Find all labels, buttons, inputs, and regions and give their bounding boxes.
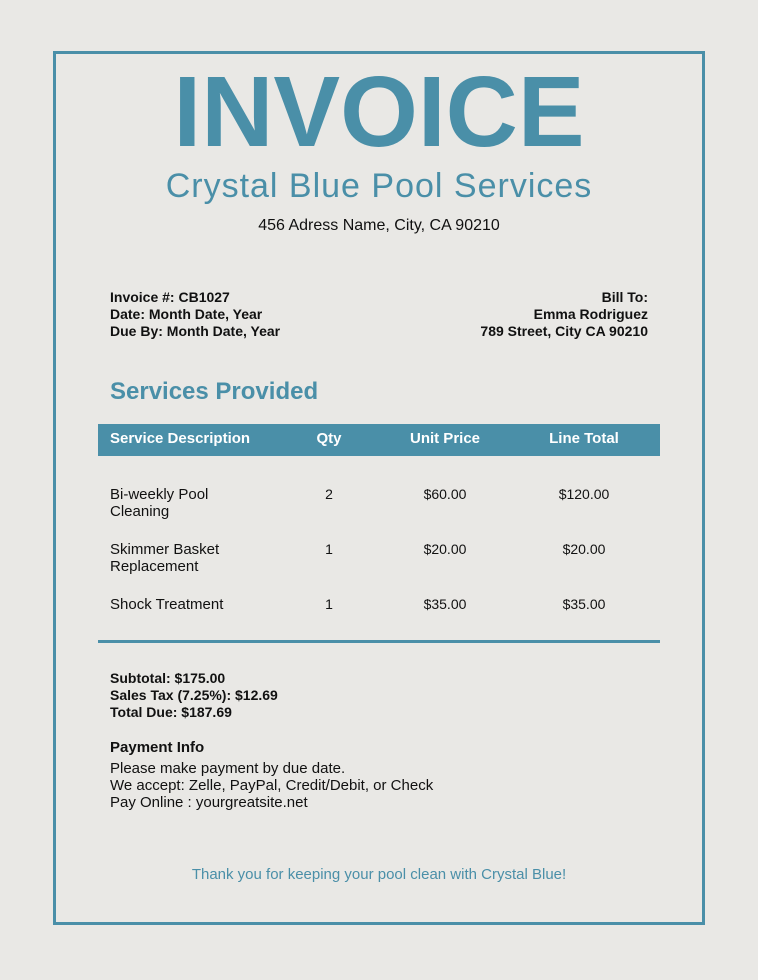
service-description: Shock Treatment [110, 596, 224, 613]
invoice-title: INVOICE [173, 56, 585, 168]
payment-info [110, 760, 433, 811]
sales-tax: Sales Tax (7.25%): $12.69 [110, 687, 278, 703]
payment-line: We accept: Zelle, PayPal, Credit/Debit, or Check [110, 777, 434, 794]
service-line-total: $20.00 [562, 541, 606, 557]
bill-to-label: Bill To: [601, 289, 648, 305]
service-description: Skimmer Basket Replacement [110, 541, 220, 575]
column-header-qty: Qty [316, 430, 342, 447]
service-qty: 2 [325, 486, 333, 502]
service-description: Bi-weekly Pool Cleaning [110, 486, 209, 520]
payment-line: Please make payment by due date. [110, 760, 346, 777]
column-header-unit-price: Unit Price [409, 430, 481, 447]
column-header-line-total: Line Total [549, 430, 619, 447]
table-divider [98, 640, 660, 643]
column-header-description: Service Description [110, 430, 251, 447]
service-unit-price: $20.00 [423, 541, 467, 557]
thank-you-message: Thank you for keeping your pool clean with Crystal Blue! [191, 866, 567, 883]
bill-to-name: Emma Rodriguez [533, 306, 648, 322]
payment-info-heading: Payment Info [110, 739, 205, 756]
service-unit-price: $60.00 [423, 486, 467, 502]
totals [110, 670, 278, 721]
invoice-number: Invoice #: CB1027 [110, 289, 230, 305]
bill-to [480, 289, 648, 340]
service-unit-price: $35.00 [423, 596, 467, 612]
service-qty: 1 [325, 541, 333, 557]
service-qty: 1 [325, 596, 333, 612]
invoice-details [110, 289, 280, 340]
service-line-total: $120.00 [558, 486, 610, 502]
company-name: Crystal Blue Pool Services [165, 167, 593, 205]
bill-to-address: 789 Street, City CA 90210 [480, 323, 648, 339]
services-heading: Services Provided [110, 378, 319, 405]
payment-line: Pay Online : yourgreatsite.net [110, 794, 308, 811]
total-due: Total Due: $187.69 [110, 704, 232, 720]
service-line-total: $35.00 [562, 596, 606, 612]
table-header [98, 424, 660, 456]
invoice-due-date: Due By: Month Date, Year [110, 323, 281, 339]
subtotal: Subtotal: $175.00 [110, 670, 226, 686]
company-address: 456 Adress Name, City, CA 90210 [258, 217, 500, 234]
invoice-date: Date: Month Date, Year [110, 306, 263, 322]
